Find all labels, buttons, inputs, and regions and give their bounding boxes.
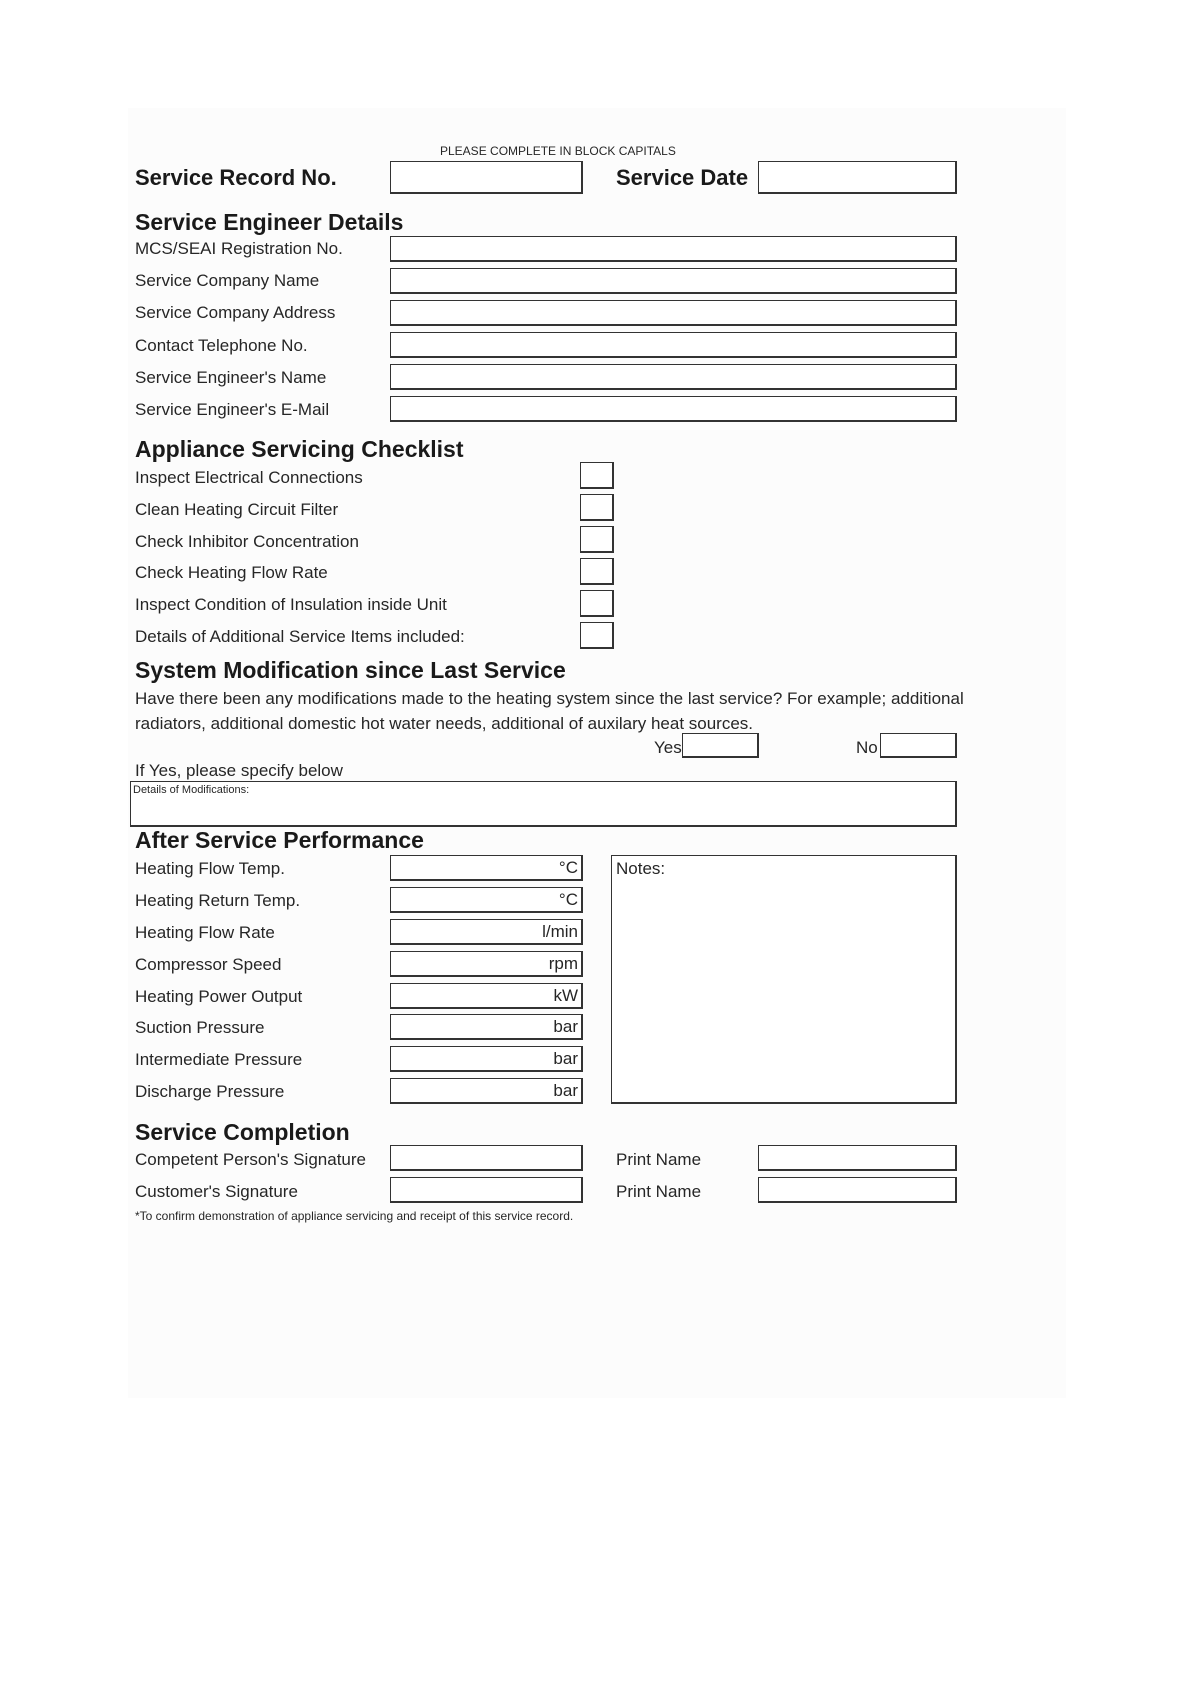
intermediate-pressure-input[interactable]	[390, 1046, 583, 1072]
checkbox-filter[interactable]	[580, 494, 614, 521]
checklist-section-title: Appliance Servicing Checklist	[135, 436, 464, 462]
intermediate-pressure-unit: bar	[553, 1048, 578, 1068]
notes-textarea[interactable]	[611, 855, 957, 1104]
competent-signature-label: Competent Person's Signature	[135, 1150, 366, 1169]
flow-temp-unit: °C	[558, 857, 578, 877]
return-temp-label: Heating Return Temp.	[135, 891, 301, 910]
modification-question: Have there been any modifications made to the heating system since the last service? For example; additional radiators, additional domestic hot water needs, additional of auxilary heat sources.	[135, 689, 964, 733]
suction-pressure-input[interactable]	[390, 1014, 583, 1040]
competent-print-name-label: Print Name	[616, 1150, 702, 1169]
company-address-label: Service Company Address	[135, 303, 336, 322]
checkbox-inhibitor[interactable]	[580, 526, 614, 553]
notes-label: Notes:	[616, 859, 666, 878]
engineer-name-label: Service Engineer's Name	[135, 368, 327, 387]
registration-no-input[interactable]	[390, 236, 957, 262]
registration-no-label: MCS/SEAI Registration No.	[135, 239, 343, 258]
telephone-input[interactable]	[390, 332, 957, 358]
completion-section-title: Service Completion	[135, 1119, 350, 1145]
service-record-no-input[interactable]	[390, 161, 583, 194]
service-record-no-label: Service Record No.	[135, 165, 337, 190]
no-input[interactable]	[880, 733, 957, 758]
footnote: *To confirm demonstration of appliance servicing and receipt of this service record.	[135, 1209, 574, 1223]
customer-print-name-input[interactable]	[758, 1177, 957, 1203]
compressor-speed-label: Compressor Speed	[135, 955, 282, 974]
specify-label: If Yes, please specify below	[135, 761, 343, 780]
checklist-label-additional: Details of Additional Service Items included:	[135, 627, 465, 646]
customer-signature-label: Customer's Signature	[135, 1182, 298, 1201]
engineer-name-input[interactable]	[390, 364, 957, 390]
flow-rate-label: Heating Flow Rate	[135, 923, 275, 942]
instruction-text: PLEASE COMPLETE IN BLOCK CAPITALS	[440, 144, 676, 158]
company-name-input[interactable]	[390, 268, 957, 294]
competent-print-name-input[interactable]	[758, 1145, 957, 1171]
service-date-input[interactable]	[758, 161, 957, 194]
yes-label: Yes	[654, 738, 682, 757]
discharge-pressure-unit: bar	[553, 1080, 578, 1100]
checklist-label-electrical: Inspect Electrical Connections	[135, 468, 363, 487]
discharge-pressure-input[interactable]	[390, 1078, 583, 1104]
competent-signature-input[interactable]	[390, 1145, 583, 1171]
discharge-pressure-label: Discharge Pressure	[135, 1082, 285, 1101]
checklist-label-filter: Clean Heating Circuit Filter	[135, 500, 339, 519]
power-output-label: Heating Power Output	[135, 987, 303, 1006]
compressor-speed-input[interactable]	[390, 951, 583, 977]
performance-section-title: After Service Performance	[135, 827, 424, 853]
checkbox-insulation[interactable]	[580, 590, 614, 617]
no-label: No	[856, 738, 878, 757]
checkbox-additional[interactable]	[580, 622, 614, 649]
customer-signature-input[interactable]	[390, 1177, 583, 1203]
customer-print-name-label: Print Name	[616, 1182, 702, 1201]
modification-details-input[interactable]	[130, 781, 957, 827]
flow-temp-input[interactable]	[390, 855, 583, 881]
flow-rate-input[interactable]	[390, 919, 583, 945]
return-temp-input[interactable]	[390, 887, 583, 913]
service-date-label: Service Date	[616, 165, 749, 190]
modification-section-title: System Modification since Last Service	[135, 657, 566, 683]
checklist-label-insulation: Inspect Condition of Insulation inside Unit	[135, 595, 447, 614]
checklist-label-flow-rate: Check Heating Flow Rate	[135, 563, 328, 582]
suction-pressure-label: Suction Pressure	[135, 1018, 265, 1037]
flow-rate-unit: l/min	[542, 921, 578, 941]
company-address-input[interactable]	[390, 300, 957, 326]
return-temp-unit: °C	[558, 889, 578, 909]
checkbox-electrical[interactable]	[580, 462, 614, 489]
engineer-email-label: Service Engineer's E-Mail	[135, 400, 330, 419]
modification-details-placeholder: Details of Modifications:	[133, 784, 250, 796]
yes-input[interactable]	[682, 733, 759, 758]
engineer-section-title: Service Engineer Details	[135, 209, 404, 235]
checklist-label-inhibitor: Check Inhibitor Concentration	[135, 532, 359, 551]
compressor-speed-unit: rpm	[548, 953, 578, 973]
intermediate-pressure-label: Intermediate Pressure	[135, 1050, 303, 1069]
suction-pressure-unit: bar	[553, 1016, 578, 1036]
checkbox-flow-rate[interactable]	[580, 558, 614, 585]
flow-temp-label: Heating Flow Temp.	[135, 859, 285, 878]
power-output-unit: kW	[553, 985, 578, 1005]
telephone-label: Contact Telephone No.	[135, 336, 308, 355]
company-name-label: Service Company Name	[135, 271, 320, 290]
power-output-input[interactable]	[390, 983, 583, 1009]
engineer-email-input[interactable]	[390, 396, 957, 422]
